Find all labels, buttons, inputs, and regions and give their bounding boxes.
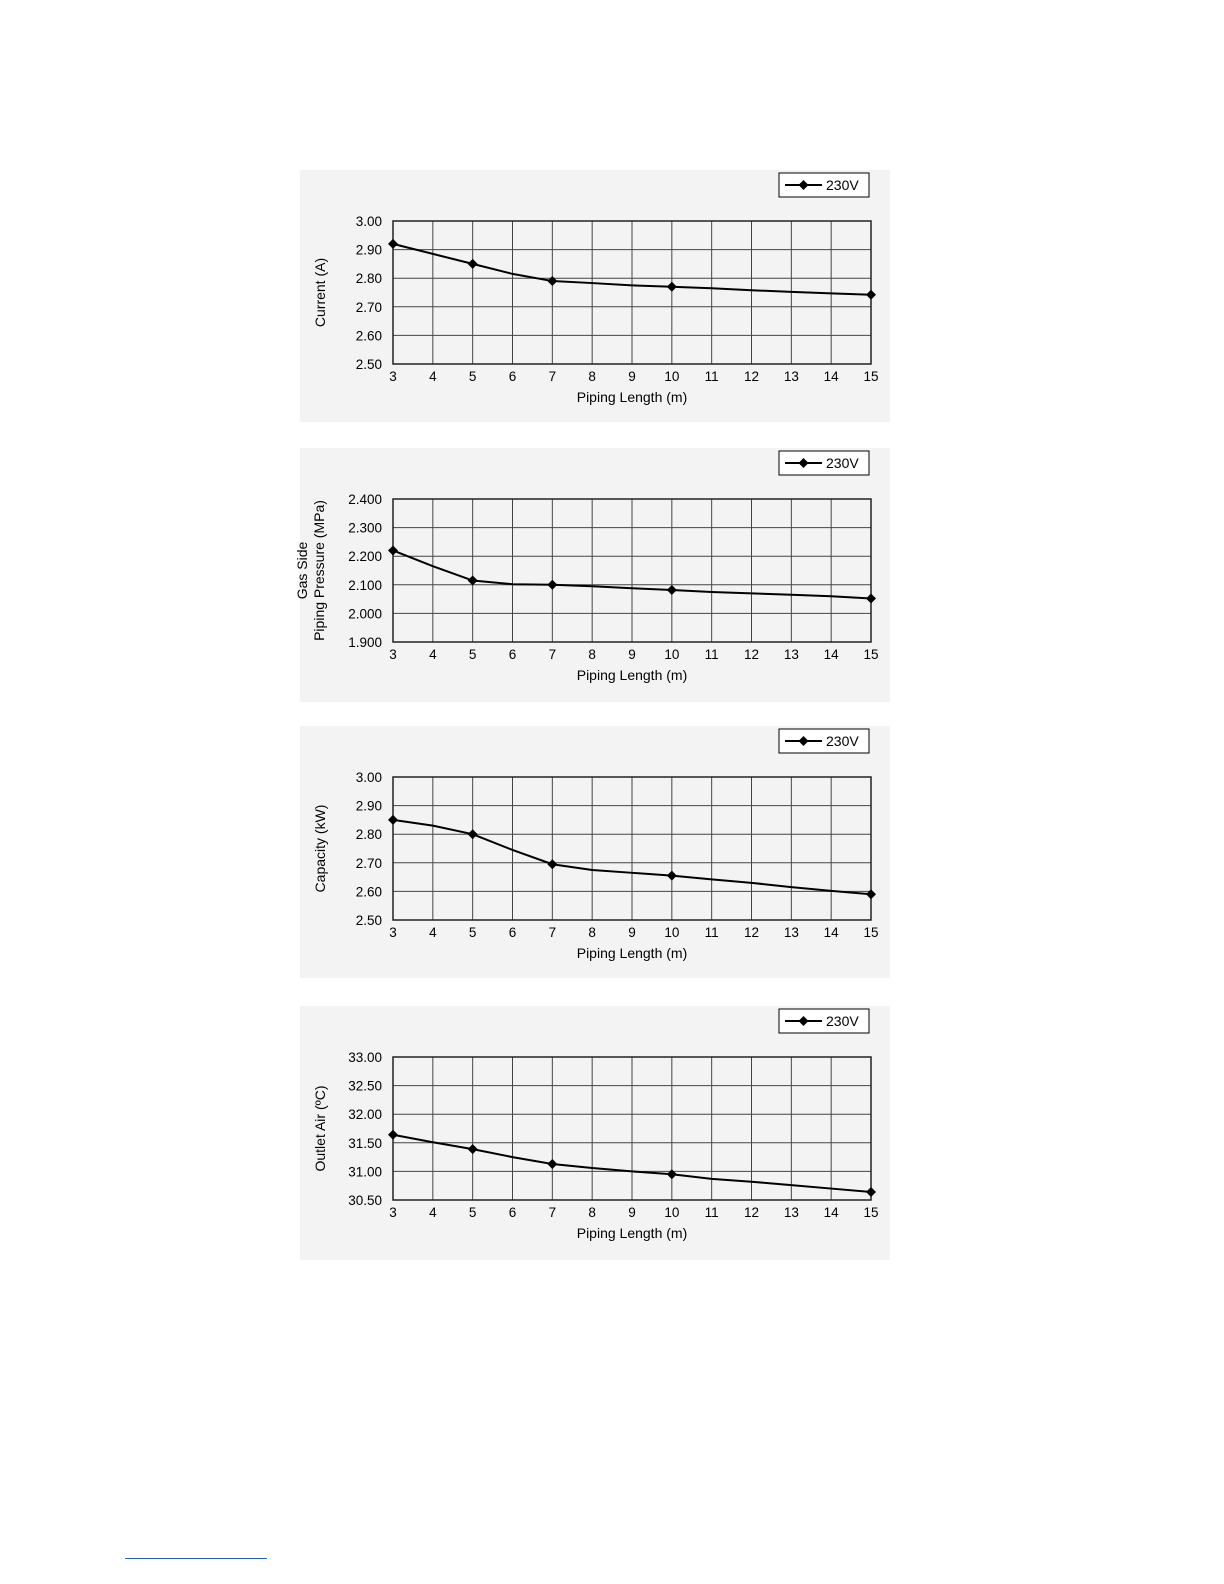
x-tick-label: 13: [783, 369, 799, 384]
x-axis-label: Piping Length (m): [576, 1225, 688, 1241]
x-tick-label: 4: [429, 925, 437, 940]
y-tick-label: 2.80: [355, 271, 382, 287]
data-point-marker: [468, 259, 478, 269]
data-point-marker: [547, 1159, 557, 1169]
y-tick-label: 2.200: [348, 549, 382, 565]
x-tick-label: 8: [588, 369, 596, 384]
x-axis-label: Piping Length (m): [576, 389, 688, 405]
legend-label: 230V: [826, 1013, 859, 1029]
x-tick-label: 7: [548, 925, 557, 940]
x-tick-label: 12: [743, 1205, 760, 1220]
y-tick-label: 2.300: [348, 520, 382, 536]
x-tick-label: 8: [588, 1205, 596, 1220]
x-tick-label: 3: [389, 647, 397, 662]
y-tick-label: 31.00: [348, 1164, 382, 1180]
legend-label: 230V: [826, 733, 859, 749]
x-tick-label: 7: [548, 647, 557, 662]
x-tick-label: 10: [664, 1205, 680, 1220]
x-tick-label: 15: [863, 1205, 879, 1220]
x-tick-label: 3: [389, 369, 397, 384]
data-point-marker: [468, 1144, 478, 1154]
x-tick-label: 9: [628, 369, 636, 384]
x-tick-label: 4: [429, 647, 437, 662]
chart-gas-side-pressure: [294, 448, 890, 702]
legend: [779, 451, 869, 475]
x-axis-label: Piping Length (m): [576, 667, 688, 683]
x-tick-label: 3: [389, 1205, 397, 1220]
data-point-marker: [866, 290, 876, 300]
chart-capacity: [300, 726, 890, 978]
x-tick-label: 11: [704, 647, 719, 662]
y-tick-label: 1.900: [348, 635, 382, 650]
y-tick-label: 2.400: [348, 492, 382, 507]
x-tick-label: 7: [548, 1205, 557, 1220]
x-tick-label: 14: [823, 1205, 839, 1220]
x-tick-label: 5: [468, 925, 477, 940]
y-tick-label: 2.80: [355, 827, 382, 843]
data-point-marker: [667, 1169, 677, 1179]
y-axis-label: Gas Side: [294, 541, 310, 600]
x-tick-label: 15: [863, 925, 879, 940]
legend: [779, 1009, 869, 1033]
legend-label: 230V: [826, 455, 859, 471]
x-tick-label: 11: [704, 925, 719, 940]
y-tick-label: 32.00: [348, 1107, 382, 1123]
x-tick-label: 11: [704, 1205, 719, 1220]
data-point-marker: [547, 276, 557, 286]
chart-current: [300, 170, 890, 422]
data-point-marker: [388, 545, 398, 555]
y-tick-label: 33.00: [348, 1050, 382, 1065]
x-tick-label: 14: [823, 369, 839, 384]
x-tick-label: 10: [664, 647, 680, 662]
x-tick-label: 14: [823, 925, 839, 940]
x-tick-label: 15: [863, 647, 879, 662]
footer-rule: [125, 1558, 267, 1559]
chart-panel-current: [300, 170, 890, 422]
y-tick-label: 3.00: [355, 214, 382, 229]
x-tick-label: 4: [429, 369, 437, 384]
chart-panel-outlet-air: [300, 1006, 890, 1260]
chart-panel-capacity: [300, 726, 890, 978]
x-tick-label: 5: [468, 1205, 477, 1220]
data-point-marker: [388, 815, 398, 825]
y-tick-label: 2.90: [355, 242, 382, 258]
data-point-marker: [547, 580, 557, 590]
x-tick-label: 7: [548, 369, 557, 384]
y-tick-label: 31.50: [348, 1135, 382, 1151]
y-tick-label: 2.60: [355, 884, 382, 900]
x-tick-label: 5: [468, 647, 477, 662]
data-point-marker: [866, 594, 876, 604]
x-tick-label: 15: [863, 369, 879, 384]
x-tick-label: 8: [588, 925, 596, 940]
x-tick-label: 14: [823, 647, 839, 662]
y-tick-label: 2.70: [355, 855, 382, 871]
chart-panel-pressure: [294, 448, 890, 702]
data-point-marker: [866, 889, 876, 899]
x-tick-label: 9: [628, 1205, 636, 1220]
x-tick-label: 6: [508, 647, 517, 662]
y-tick-label: 30.50: [348, 1193, 382, 1208]
x-tick-label: 9: [628, 925, 636, 940]
y-tick-label: 2.000: [348, 606, 382, 622]
data-point-marker: [547, 859, 557, 869]
chart-outlet-air: [300, 1006, 890, 1260]
x-tick-label: 11: [704, 369, 719, 384]
x-tick-label: 13: [783, 647, 799, 662]
y-axis-label: Current (A): [312, 257, 328, 328]
x-tick-label: 10: [664, 925, 680, 940]
y-tick-label: 2.90: [355, 798, 382, 814]
x-tick-label: 9: [628, 647, 636, 662]
x-tick-label: 8: [588, 647, 596, 662]
x-tick-label: 3: [389, 925, 397, 940]
y-tick-label: 2.70: [355, 299, 382, 315]
y-axis-label: Piping Pressure (MPa): [311, 500, 327, 641]
x-tick-label: 5: [468, 369, 477, 384]
data-point-marker: [388, 1130, 398, 1140]
x-tick-label: 12: [743, 925, 760, 940]
legend: [779, 173, 869, 197]
x-tick-label: 10: [664, 369, 680, 384]
y-tick-label: 2.60: [355, 328, 382, 344]
y-tick-label: 3.00: [355, 770, 382, 785]
y-tick-label: 2.50: [355, 357, 382, 372]
y-tick-label: 2.50: [355, 913, 382, 928]
data-point-marker: [468, 576, 478, 586]
legend: [779, 729, 869, 753]
y-axis-label: Capacity (kW): [312, 804, 328, 893]
data-point-marker: [388, 239, 398, 249]
data-point-marker: [667, 585, 677, 595]
x-tick-label: 6: [508, 925, 517, 940]
y-axis-label: Outlet Air (ºC): [312, 1085, 328, 1172]
data-point-marker: [667, 282, 677, 292]
legend-label: 230V: [826, 177, 859, 193]
x-tick-label: 13: [783, 925, 799, 940]
y-tick-label: 32.50: [348, 1078, 382, 1094]
data-point-marker: [667, 871, 677, 881]
data-point-marker: [866, 1187, 876, 1197]
x-tick-label: 12: [743, 647, 760, 662]
x-tick-label: 6: [508, 369, 517, 384]
x-tick-label: 12: [743, 369, 760, 384]
x-tick-label: 4: [429, 1205, 437, 1220]
data-point-marker: [468, 829, 478, 839]
x-tick-label: 6: [508, 1205, 517, 1220]
x-axis-label: Piping Length (m): [576, 945, 688, 961]
x-tick-label: 13: [783, 1205, 799, 1220]
y-tick-label: 2.100: [348, 577, 382, 593]
